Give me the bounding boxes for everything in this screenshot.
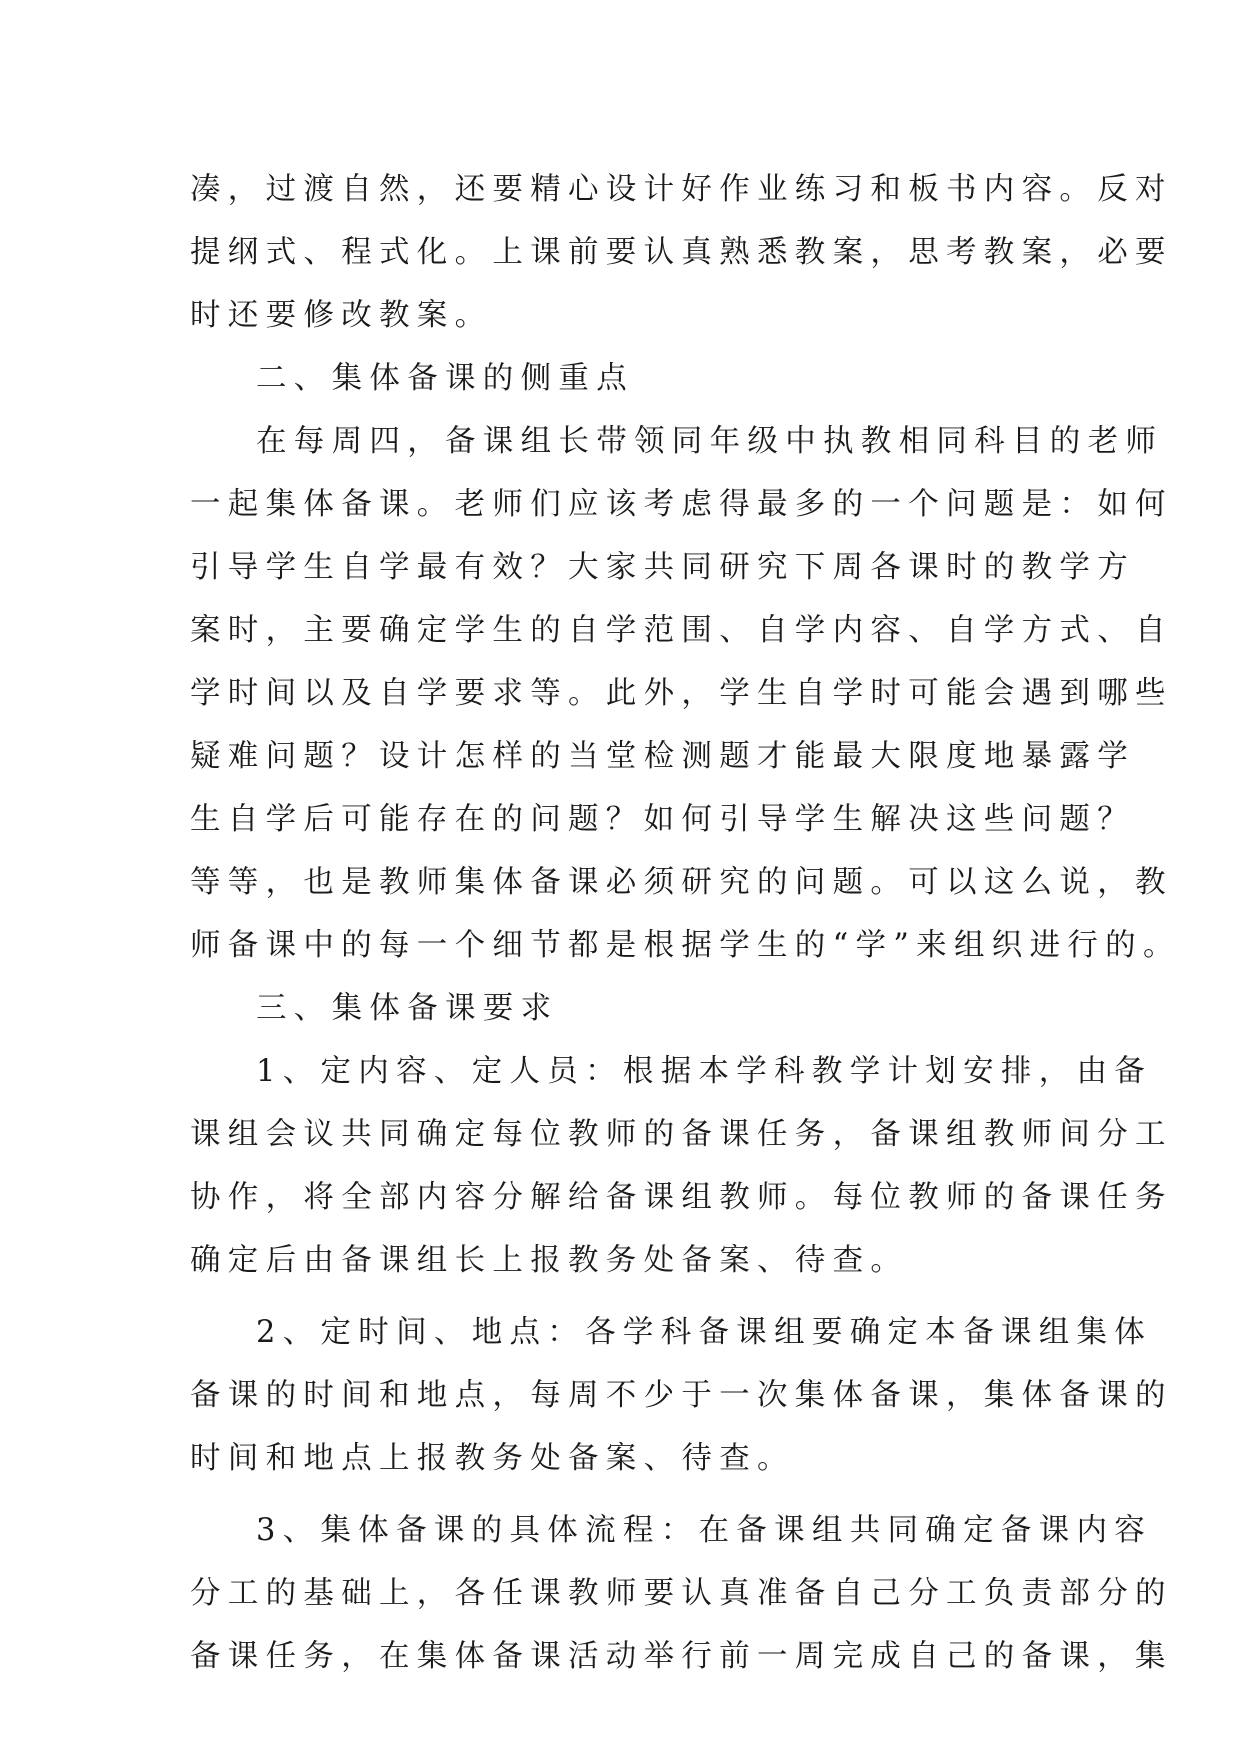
document-body <box>190 158 1181 1688</box>
text-line: 提纲式、程式化。上课前要认真熟悉教案，思考教案，必要 <box>190 235 1173 270</box>
text-line: 一起集体备课。老师们应该考虑得最多的一个问题是：如何 <box>190 487 1173 522</box>
text-line: 师备课中的每一个细节都是根据学生的“学”来组织进行的。 <box>190 928 1181 963</box>
text-line: 学时间以及自学要求等。此外，学生自学时可能会遇到哪些 <box>190 676 1173 711</box>
text-line: 在每周四，备课组长带领同年级中执教相同科目的老师 <box>256 424 1164 459</box>
text-line: 2、定时间、地点：各学科备课组要确定本备课组集体 <box>256 1315 1153 1350</box>
text-line: 时还要修改教案。 <box>190 298 493 333</box>
text-line: 案时，主要确定学生的自学范围、自学内容、自学方式、自 <box>190 613 1173 648</box>
text-line: 确定后由备课组长上报教务处备案、待查。 <box>190 1243 909 1278</box>
text-line: 生自学后可能存在的问题？如何引导学生解决这些问题？ <box>190 802 1135 837</box>
section-heading: 二、集体备课的侧重点 <box>256 361 634 396</box>
text-line: 时间和地点上报教务处备案、待查。 <box>190 1441 795 1476</box>
text-line: 分工的基础上，各任课教师要认真准备自己分工负责部分的 <box>190 1576 1173 1611</box>
text-line: 协作，将全部内容分解给备课组教师。每位教师的备课任务 <box>190 1180 1173 1215</box>
text-line: 引导学生自学最有效？大家共同研究下周各课时的教学方 <box>190 550 1135 585</box>
text-line: 3、集体备课的具体流程：在备课组共同确定备课内容 <box>256 1513 1153 1548</box>
text-line: 备课的时间和地点，每周不少于一次集体备课，集体备课的 <box>190 1378 1173 1413</box>
text-line: 凑，过渡自然，还要精心设计好作业练习和板书内容。反对 <box>190 172 1173 207</box>
text-line: 课组会议共同确定每位教师的备课任务，备课组教师间分工 <box>190 1117 1173 1152</box>
text-line: 疑难问题？设计怎样的当堂检测题才能最大限度地暴露学 <box>190 739 1135 774</box>
text-line: 等等，也是教师集体备课必须研究的问题。可以这么说，教 <box>190 865 1173 900</box>
text-line: 1、定内容、定人员：根据本学科教学计划安排，由备 <box>256 1054 1153 1089</box>
section-heading: 三、集体备课要求 <box>256 991 559 1026</box>
text-line: 备课任务，在集体备课活动举行前一周完成自己的备课，集 <box>190 1639 1173 1674</box>
